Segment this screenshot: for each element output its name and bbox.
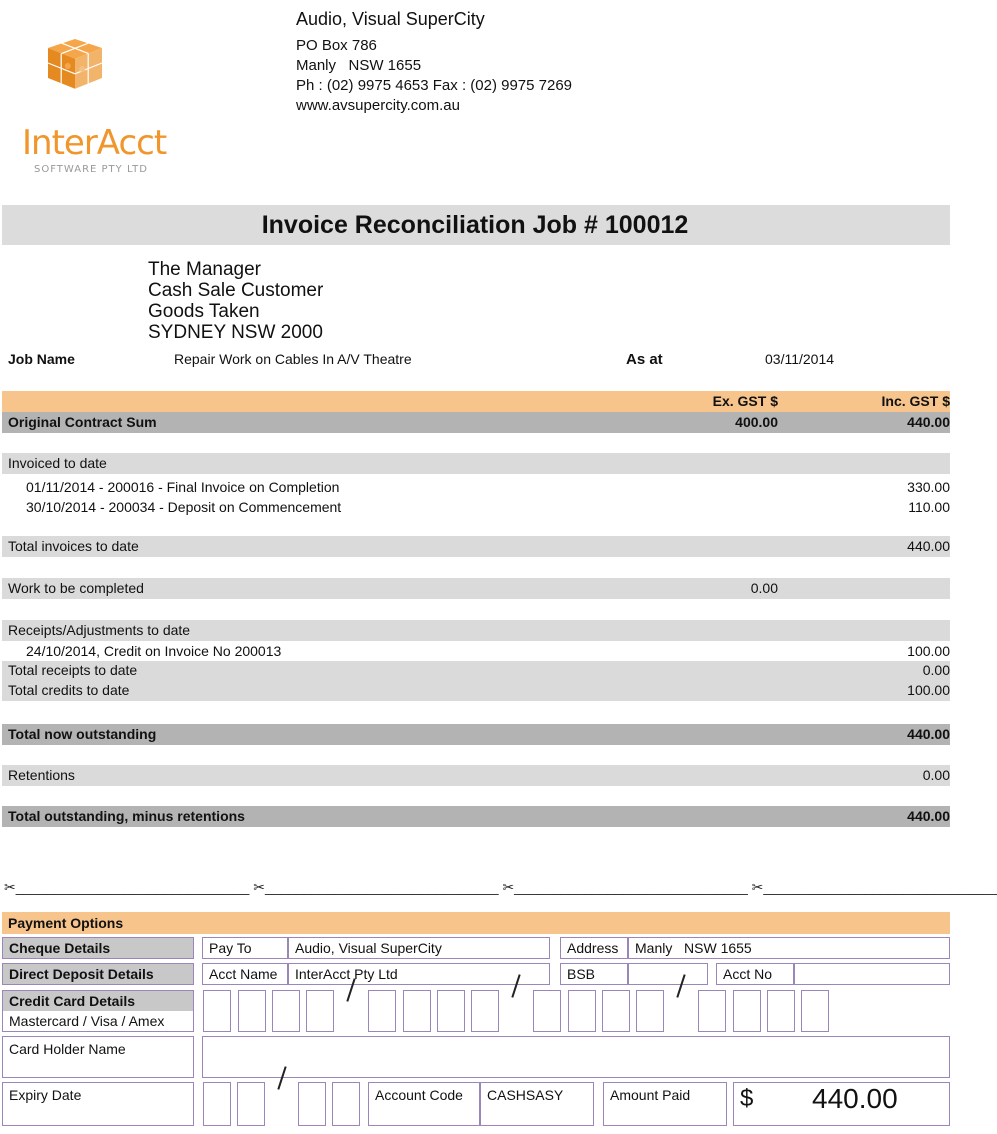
- website-line: www.avsupercity.com.au: [296, 97, 460, 114]
- receipts-header: Receipts/Adjustments to date: [8, 622, 191, 638]
- invoice-row: [2, 497, 950, 517]
- total-credits-amount: 100.00: [907, 682, 950, 698]
- bsb-field[interactable]: [628, 963, 708, 985]
- expiry-digit-box[interactable]: [332, 1082, 360, 1126]
- total-receipts-amount: 0.00: [922, 662, 950, 678]
- invoice-row: [2, 477, 950, 497]
- invoice-description: 30/10/2014 - 200034 - Deposit on Commencement: [26, 499, 342, 515]
- receipt-totals-block: [2, 661, 950, 701]
- card-digit-box[interactable]: [471, 990, 499, 1032]
- payment-header-row: [2, 912, 950, 934]
- amount-paid-label: Amount Paid: [610, 1087, 691, 1103]
- job-name-label: Job Name: [8, 351, 75, 367]
- invoice-description: 01/11/2014 - 200016 - Final Invoice on Completion: [26, 479, 340, 495]
- as-at-label: As at: [626, 351, 663, 368]
- card-holder-label-box: [2, 1036, 194, 1078]
- scissors-icon: ✂: [253, 879, 265, 895]
- account-code-field[interactable]: [480, 1082, 594, 1126]
- card-digit-box[interactable]: [203, 990, 231, 1032]
- receipt-description: 24/10/2014, Credit on Invoice No 200013: [26, 643, 282, 659]
- card-digit-box[interactable]: [403, 990, 431, 1032]
- contract-row: [2, 412, 950, 433]
- expiry-digit-box[interactable]: [298, 1082, 326, 1126]
- total-invoices-row: [2, 536, 950, 557]
- address-value: Manly NSW 1655: [635, 940, 752, 956]
- recipient-line: The Manager: [148, 259, 262, 280]
- outstanding-amount: 440.00: [907, 726, 950, 742]
- card-types-label: Mastercard / Visa / Amex: [9, 1013, 165, 1029]
- card-holder-label: Card Holder Name: [9, 1041, 126, 1057]
- work-label: Work to be completed: [8, 580, 144, 596]
- retentions-label: Retentions: [8, 767, 75, 783]
- pay-to-field[interactable]: [288, 937, 550, 959]
- address-line: PO Box 786: [296, 37, 377, 54]
- expiry-digit-box[interactable]: [237, 1082, 265, 1126]
- phone-fax-line: Ph : (02) 9975 4653 Fax : (02) 9975 7269: [296, 77, 573, 94]
- contract-ex-gst: 400.00: [735, 414, 778, 430]
- invoiced-header: Invoiced to date: [8, 455, 107, 471]
- card-digit-box[interactable]: [568, 990, 596, 1032]
- bsb-label: BSB: [567, 966, 596, 982]
- contract-label: Original Contract Sum: [8, 414, 157, 430]
- final-total-row: [2, 806, 950, 827]
- card-digit-box[interactable]: [533, 990, 561, 1032]
- card-digit-box[interactable]: [636, 990, 664, 1032]
- account-code-value: CASHSASY: [487, 1087, 564, 1103]
- cheque-label-box: [2, 937, 194, 959]
- total-credits-label: Total credits to date: [8, 682, 130, 698]
- card-digit-box[interactable]: [238, 990, 266, 1032]
- address-field[interactable]: [628, 937, 950, 959]
- expiry-label-box: [2, 1082, 194, 1126]
- account-code-label-box: [368, 1082, 480, 1126]
- amount-paid-label-box: [603, 1082, 727, 1126]
- scissors-icon: ✂: [502, 879, 515, 895]
- receipts-header-row: [2, 620, 950, 641]
- logo-cube-icon: [40, 36, 140, 126]
- card-digit-box[interactable]: [368, 990, 396, 1032]
- card-holder-field[interactable]: [202, 1036, 950, 1078]
- column-header-row: [2, 391, 950, 412]
- pay-to-value: Audio, Visual SuperCity: [295, 940, 442, 956]
- scissors-icon: ✂: [751, 879, 764, 895]
- invoice-amount: 110.00: [908, 499, 950, 515]
- recipient-line: Cash Sale Customer: [148, 280, 324, 301]
- ex-gst-header: Ex. GST $: [712, 393, 778, 409]
- receipt-amount: 100.00: [907, 643, 950, 659]
- final-total-label: Total outstanding, minus retentions: [8, 808, 245, 824]
- total-receipts-label: Total receipts to date: [8, 662, 138, 678]
- account-code-label: Account Code: [375, 1087, 463, 1103]
- receipt-row: [2, 641, 950, 661]
- card-digit-box[interactable]: [698, 990, 726, 1032]
- card-digit-box[interactable]: [733, 990, 761, 1032]
- acct-no-field[interactable]: [794, 963, 950, 985]
- card-digit-box[interactable]: [306, 990, 334, 1032]
- acct-name-value: InterAcct Pty Ltd: [295, 966, 398, 982]
- retentions-row: [2, 765, 950, 786]
- credit-card-label-box: [2, 990, 194, 1032]
- expiry-digit-box[interactable]: [203, 1082, 231, 1126]
- card-digit-box[interactable]: [801, 990, 829, 1032]
- payment-header: Payment Options: [8, 915, 124, 931]
- total-invoices-amount: 440.00: [907, 538, 950, 554]
- address-line: Manly NSW 1655: [296, 57, 422, 74]
- pay-to-label: Pay To: [209, 940, 252, 956]
- logo-wordmark: InterAcct: [22, 123, 167, 163]
- recipient-line: Goods Taken: [148, 301, 260, 322]
- card-digit-box[interactable]: [602, 990, 630, 1032]
- invoice-amount: 330.00: [907, 479, 950, 495]
- total-invoices-label: Total invoices to date: [8, 538, 139, 554]
- inc-gst-header: Inc. GST $: [881, 393, 950, 409]
- acct-no-label: Acct No: [723, 966, 773, 982]
- credit-card-label: Credit Card Details: [9, 993, 136, 1009]
- contract-inc-gst: 440.00: [907, 414, 950, 430]
- pay-to-label-box: [202, 937, 288, 959]
- amount-paid-field[interactable]: [733, 1082, 950, 1126]
- final-total-amount: 440.00: [907, 808, 950, 824]
- scissors-icon: ✂: [4, 879, 16, 895]
- recipient-line: SYDNEY NSW 2000: [148, 322, 323, 343]
- invoiced-header-row: [2, 453, 950, 474]
- deposit-label-box: [2, 963, 194, 985]
- currency-symbol: $: [740, 1085, 754, 1112]
- address-label-box: [560, 937, 628, 959]
- outstanding-label: Total now outstanding: [8, 726, 157, 742]
- job-name-value: Repair Work on Cables In A/V Theatre: [174, 351, 412, 367]
- outstanding-row: [2, 724, 950, 745]
- expiry-label: Expiry Date: [9, 1087, 82, 1103]
- cheque-label: Cheque Details: [9, 940, 111, 956]
- card-digit-box[interactable]: [272, 990, 300, 1032]
- company-name: Audio, Visual SuperCity: [296, 9, 485, 29]
- acct-no-label-box: [716, 963, 794, 985]
- acct-name-field[interactable]: [288, 963, 550, 985]
- address-label: Address: [567, 940, 619, 956]
- work-ex-gst: 0.00: [750, 580, 778, 596]
- as-at-date: 03/11/2014: [765, 351, 835, 367]
- acct-name-label-box: [202, 963, 288, 985]
- deposit-label: Direct Deposit Details: [9, 966, 154, 982]
- logo-subtitle: SOFTWARE PTY LTD: [34, 164, 148, 175]
- card-digit-box[interactable]: [437, 990, 465, 1032]
- card-digit-box[interactable]: [767, 990, 795, 1032]
- acct-name-label: Acct Name: [209, 966, 278, 982]
- work-row: [2, 578, 950, 599]
- bsb-label-box: [560, 963, 628, 985]
- cut-line: ✂______________________________ ✂______________________________ ✂______________________________ ✂______________________________: [4, 879, 997, 895]
- page-title: Invoice Reconciliation Job # 100012: [261, 211, 689, 239]
- amount-paid-value: 440.00: [812, 1083, 898, 1114]
- retentions-amount: 0.00: [922, 767, 950, 783]
